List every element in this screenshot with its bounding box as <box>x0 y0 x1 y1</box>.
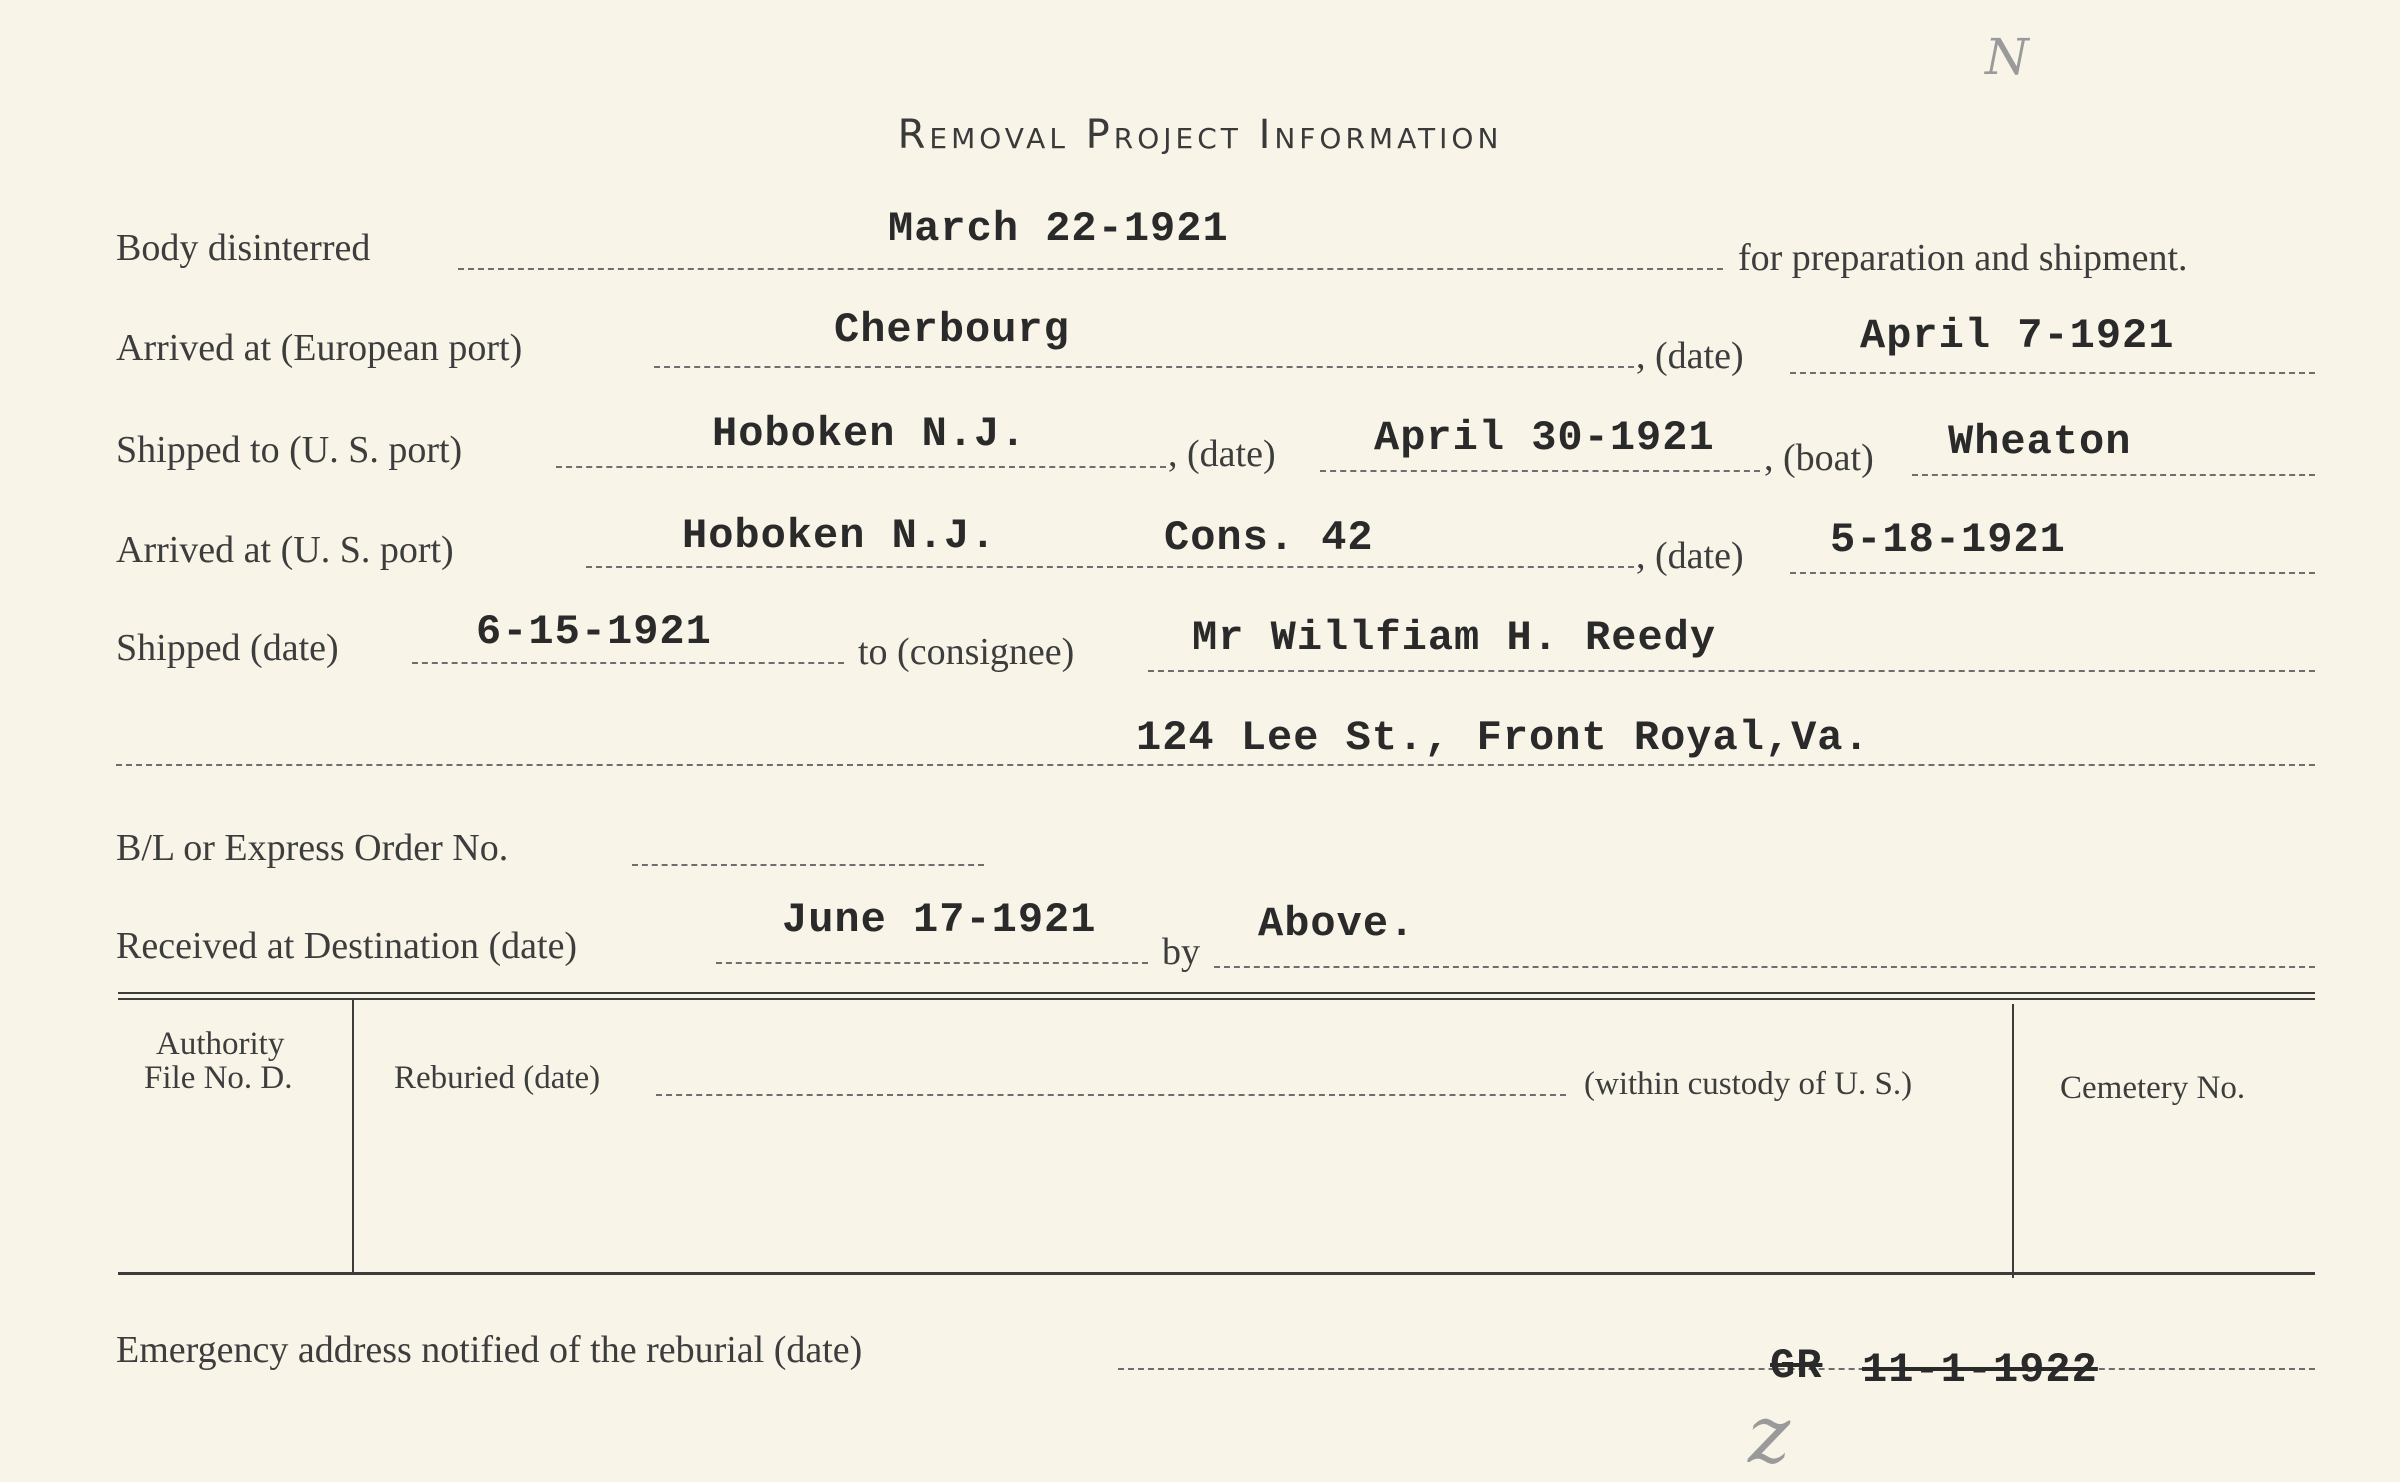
address-line <box>116 764 2315 766</box>
shipped-to-date-label: , (date) <box>1168 433 1276 475</box>
consignee-label: to (consignee) <box>858 631 1075 673</box>
bl-label: B/L or Express Order No. <box>116 827 509 869</box>
file-no-label: File No. D. <box>144 1060 293 1096</box>
received-value: June 17-1921 <box>782 896 1097 944</box>
shipped-to-date-line <box>1320 470 1760 472</box>
box-bottom-rule <box>118 1272 2315 1275</box>
emergency-value: 11-1-1922 <box>1862 1346 2098 1394</box>
received-by-value: Above. <box>1258 900 1416 948</box>
box-divider-left <box>352 998 354 1272</box>
emergency-prefix: GR <box>1770 1342 1823 1390</box>
authority-label: Authority <box>156 1026 285 1062</box>
us-port-line <box>586 566 1634 568</box>
consignee-value: Mr Willfiam H. Reedy <box>1192 614 1717 662</box>
us-port-date-label: , (date) <box>1636 535 1744 577</box>
eu-port-line <box>654 366 1634 368</box>
us-port-date: 5-18-1921 <box>1830 516 2066 564</box>
received-line <box>716 962 1148 964</box>
eu-port-date-label: , (date) <box>1636 335 1744 377</box>
consignee-line <box>1148 670 2315 672</box>
address-value: 124 Lee St., Front Royal,Va. <box>1136 714 1870 762</box>
shipped-to-date: April 30-1921 <box>1374 414 1715 462</box>
handwritten-initial: z <box>1748 1388 1791 1481</box>
shipped-date-value: 6-15-1921 <box>476 608 712 656</box>
bl-line <box>632 864 984 866</box>
custody-label: (within custody of U. S.) <box>1584 1066 1913 1102</box>
shipped-to-label: Shipped to (U. S. port) <box>116 429 463 471</box>
boat-label: , (boat) <box>1764 437 1874 479</box>
corner-mark: N <box>1985 28 2029 86</box>
box-top-rule <box>118 992 2315 994</box>
box-top-rule-2 <box>118 998 2315 1000</box>
disinterred-label: Body disinterred <box>116 227 371 269</box>
us-port-cons: Cons. 42 <box>1164 514 1374 562</box>
received-by-line <box>1214 966 2315 968</box>
emergency-line <box>1118 1368 2315 1370</box>
eu-port-date: April 7-1921 <box>1860 312 2175 360</box>
shipped-to-value: Hoboken N.J. <box>712 410 1027 458</box>
us-port-value: Hoboken N.J. <box>682 512 997 560</box>
boat-line <box>1912 474 2315 476</box>
eu-port-label: Arrived at (European port) <box>116 327 523 369</box>
received-label: Received at Destination (date) <box>116 925 578 967</box>
us-port-label: Arrived at (U. S. port) <box>116 529 454 571</box>
reburied-label: Reburied (date) <box>394 1060 601 1096</box>
shipped-date-label: Shipped (date) <box>116 627 339 669</box>
cemetery-label: Cemetery No. <box>2060 1070 2246 1106</box>
us-port-date-line <box>1790 572 2315 574</box>
shipped-date-line <box>412 662 844 664</box>
disinterred-line <box>458 268 1723 270</box>
emergency-label: Emergency address notified of the reburial (date) <box>116 1329 863 1371</box>
card-title: Removal Project Information <box>897 112 1503 158</box>
eu-port-date-line <box>1790 372 2315 374</box>
eu-port-value: Cherbourg <box>834 306 1070 354</box>
received-by-label: by <box>1162 931 1200 973</box>
disinterred-value: March 22-1921 <box>888 205 1229 253</box>
reburied-line <box>656 1094 1566 1096</box>
box-divider-right <box>2012 1004 2014 1278</box>
disinterred-suffix: for preparation and shipment. <box>1738 237 2188 279</box>
shipped-to-line <box>556 466 1166 468</box>
boat-value: Wheaton <box>1948 418 2132 466</box>
